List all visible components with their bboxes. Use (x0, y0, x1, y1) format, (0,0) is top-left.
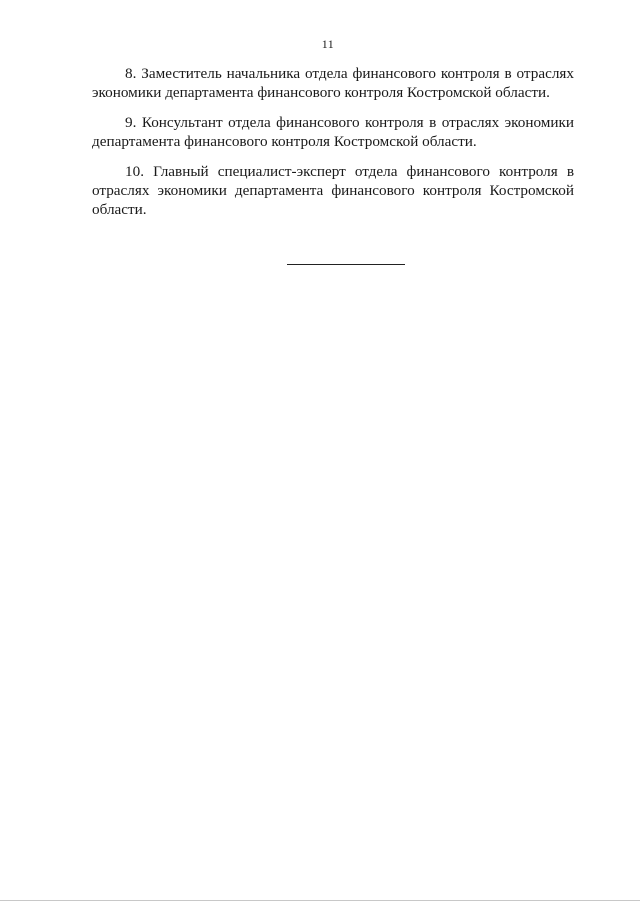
list-item-8: 8. Заместитель начальника отдела финансового контроля в отраслях экономики департамента финансового контроля Костромской области. (92, 65, 574, 101)
list-item-10: 10. Главный специалист-эксперт отдела финансового контроля в отраслях экономики департамента финансового контроля Костромской области. (92, 163, 574, 218)
page-bottom-edge (0, 900, 640, 901)
page-number: 11 (321, 37, 335, 51)
closing-divider (287, 264, 405, 265)
document-body (92, 64, 574, 219)
list-item-9: 9. Консультант отдела финансового контроля в отраслях экономики департамента финансового контроля Костромской области. (92, 114, 574, 150)
